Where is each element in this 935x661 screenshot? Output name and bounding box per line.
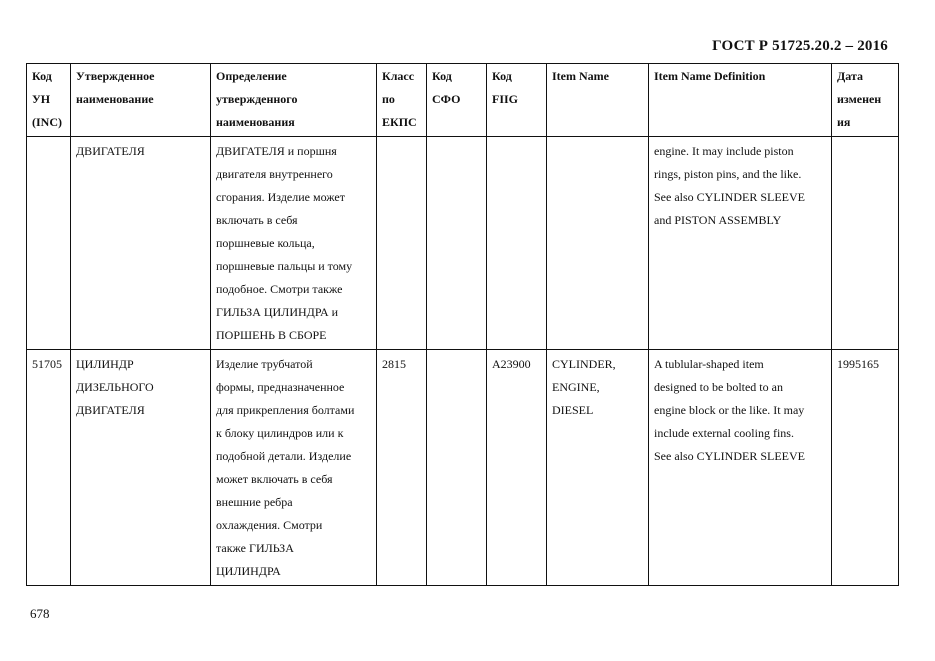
nomenclature-table bbox=[26, 63, 899, 586]
document-standard-title: ГОСТ Р 51725.20.2 – 2016 bbox=[712, 38, 888, 54]
cell-sfo-code bbox=[427, 350, 487, 586]
cell-fiig-code bbox=[487, 137, 547, 350]
header-class: Класс по ЕКПС bbox=[377, 64, 427, 137]
header-change-date: Дата изменен ия bbox=[832, 64, 899, 137]
cell-inc: 51705 bbox=[27, 350, 71, 586]
header-item-name-definition: Item Name Definition bbox=[649, 64, 832, 137]
header-definition-ru: Определение утвержденного наименования bbox=[211, 64, 377, 137]
header-sfo-code: Код СФО bbox=[427, 64, 487, 137]
cell-item-name-definition: engine. It may include piston rings, piston pins, and the like. See also CYLINDER SLEEVE and PISTON ASSEMBLY bbox=[649, 137, 832, 350]
cell-sfo-code bbox=[427, 137, 487, 350]
cell-change-date bbox=[832, 137, 899, 350]
cell-class: 2815 bbox=[377, 350, 427, 586]
cell-item-name bbox=[547, 137, 649, 350]
cell-inc bbox=[27, 137, 71, 350]
header-item-name: Item Name bbox=[547, 64, 649, 137]
cell-change-date: 1995165 bbox=[832, 350, 899, 586]
table-header-row bbox=[27, 64, 899, 137]
page-number: 678 bbox=[30, 606, 50, 621]
header-fiig-code: Код FIIG bbox=[487, 64, 547, 137]
cell-approved-name: ЦИЛИНДР ДИЗЕЛЬНОГО ДВИГАТЕЛЯ bbox=[71, 350, 211, 586]
cell-approved-name: ДВИГАТЕЛЯ bbox=[71, 137, 211, 350]
cell-definition-ru: Изделие трубчатой формы, предназначенное для прикрепления болтами к блоку цилиндров или к подобной детали. Изделие может включать в себя внешние ребра охлаждения. Смотри также ГИЛЬЗА ЦИЛИНДРА bbox=[211, 350, 377, 586]
table-row bbox=[27, 137, 899, 350]
cell-item-name: CYLINDER, ENGINE, DIESEL bbox=[547, 350, 649, 586]
table-row bbox=[27, 350, 899, 586]
cell-class bbox=[377, 137, 427, 350]
cell-definition-ru: ДВИГАТЕЛЯ и поршня двигателя внутреннего сгорания. Изделие может включать в себя поршневые кольца, поршневые пальцы и тому подобное. Смотри также ГИЛЬЗА ЦИЛИНДРА и ПОРШЕНЬ В СБОРЕ bbox=[211, 137, 377, 350]
header-approved-name: Утвержденное наименование bbox=[71, 64, 211, 137]
cell-fiig-code: A23900 bbox=[487, 350, 547, 586]
header-inc-code: Код УН (INC) bbox=[27, 64, 71, 137]
cell-item-name-definition: A tublular-shaped item designed to be bolted to an engine block or the like. It may include external cooling fins. See also CYLINDER SLEEVE bbox=[649, 350, 832, 586]
